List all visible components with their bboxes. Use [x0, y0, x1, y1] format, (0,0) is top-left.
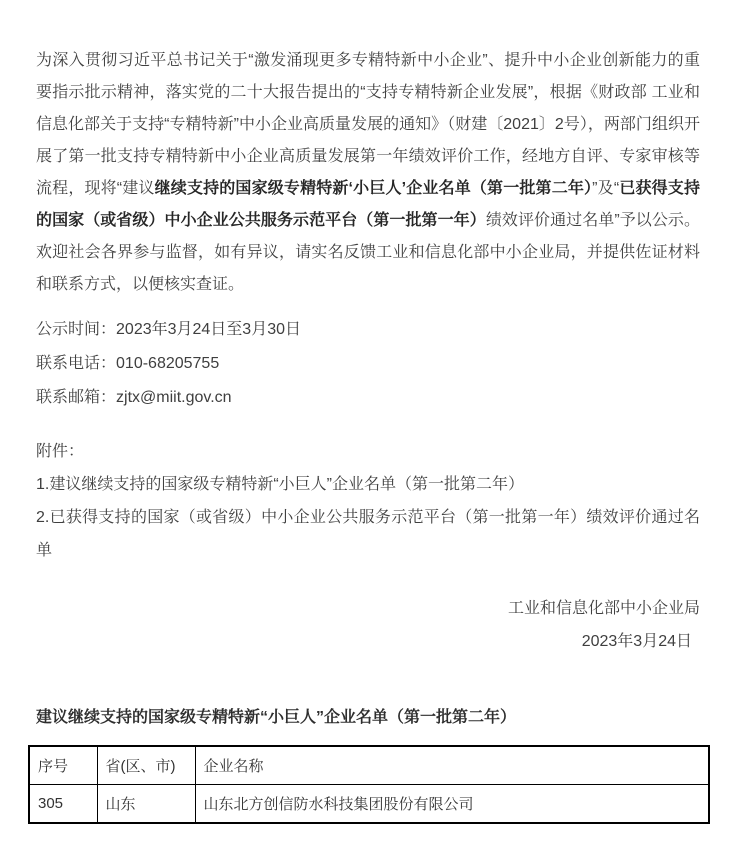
contact-email-value: zjtx@miit.gov.cn	[116, 389, 232, 406]
table-header-company: 企业名称	[195, 746, 709, 785]
paragraph-segment: 绩效评价通过名单”予以公示。欢迎社会各界参与监督，如有异议，请实名反馈工业和信息化部中小企业局，并提供佐证材料和联系方式，以便核实查证。	[36, 212, 700, 293]
attachments-section	[36, 435, 700, 567]
signature-section	[36, 592, 700, 658]
publicity-period-value: 2023年3月24日至3月30日	[116, 321, 302, 338]
signature-org: 工业和信息化部中小企业局	[507, 600, 700, 617]
contact-email-line	[36, 381, 700, 415]
bold-list-name-jujin: 继续支持的国家级专精特新‘小巨人’企业名单（第一批第二年）	[154, 180, 593, 197]
paragraph-segment: 为深入贯彻习近平总书记关于“激发涌现更多专精特新中小企业”、提升中小企业创新能力的重要指示批示精神，落实党的二十大报告提出的“支持专精特新企业发展”，根据《财政部 工业和信息化部关于支持“专精特新”中小企业高质量发展的通知》（财建〔2021〕2号），两部门组织开展了第一批支持专精特新中小企业高质量发展第一年绩效评价工作，经地方自评、专家审核等流程，现将“建议	[36, 52, 700, 197]
table-header-row	[29, 746, 709, 785]
contact-info	[36, 313, 700, 415]
table-title: 建议继续支持的国家级专精特新“小巨人”企业名单（第一批第二年）	[36, 709, 517, 726]
publicity-period-label: 公示时间：	[36, 321, 117, 338]
attachments-heading: 附件：	[36, 443, 85, 460]
table-cell-company: 山东北方创信防水科技集团股份有限公司	[195, 785, 709, 824]
attachment-item-1: 1.建议继续支持的国家级专精特新“小巨人”企业名单（第一批第二年）	[36, 476, 525, 493]
paragraph-segment: ”及“	[592, 180, 620, 197]
table-header-seq: 序号	[29, 746, 97, 785]
announcement-paragraph	[36, 45, 700, 301]
table-row	[29, 785, 709, 824]
attachment-item-2: 2.已获得支持的国家（或省级）中小企业公共服务示范平台（第一批第一年）绩效评价通过名单	[36, 509, 700, 559]
contact-phone-value: 010-68205755	[116, 355, 220, 372]
publicity-period-line	[36, 313, 700, 347]
table-header-province: 省(区、市)	[97, 746, 195, 785]
enterprise-list-table	[28, 745, 710, 824]
contact-phone-label: 联系电话：	[36, 355, 117, 372]
contact-phone-line	[36, 347, 700, 381]
signature-date: 2023年3月24日	[581, 633, 692, 650]
table-cell-province: 山东	[97, 785, 195, 824]
bold-list-name-platform: 已获得支持的国家（或省级）中小企业公共服务示范平台（第一批第一年）	[36, 180, 700, 229]
contact-email-label: 联系邮箱：	[36, 389, 117, 406]
table-cell-seq: 305	[29, 785, 97, 824]
